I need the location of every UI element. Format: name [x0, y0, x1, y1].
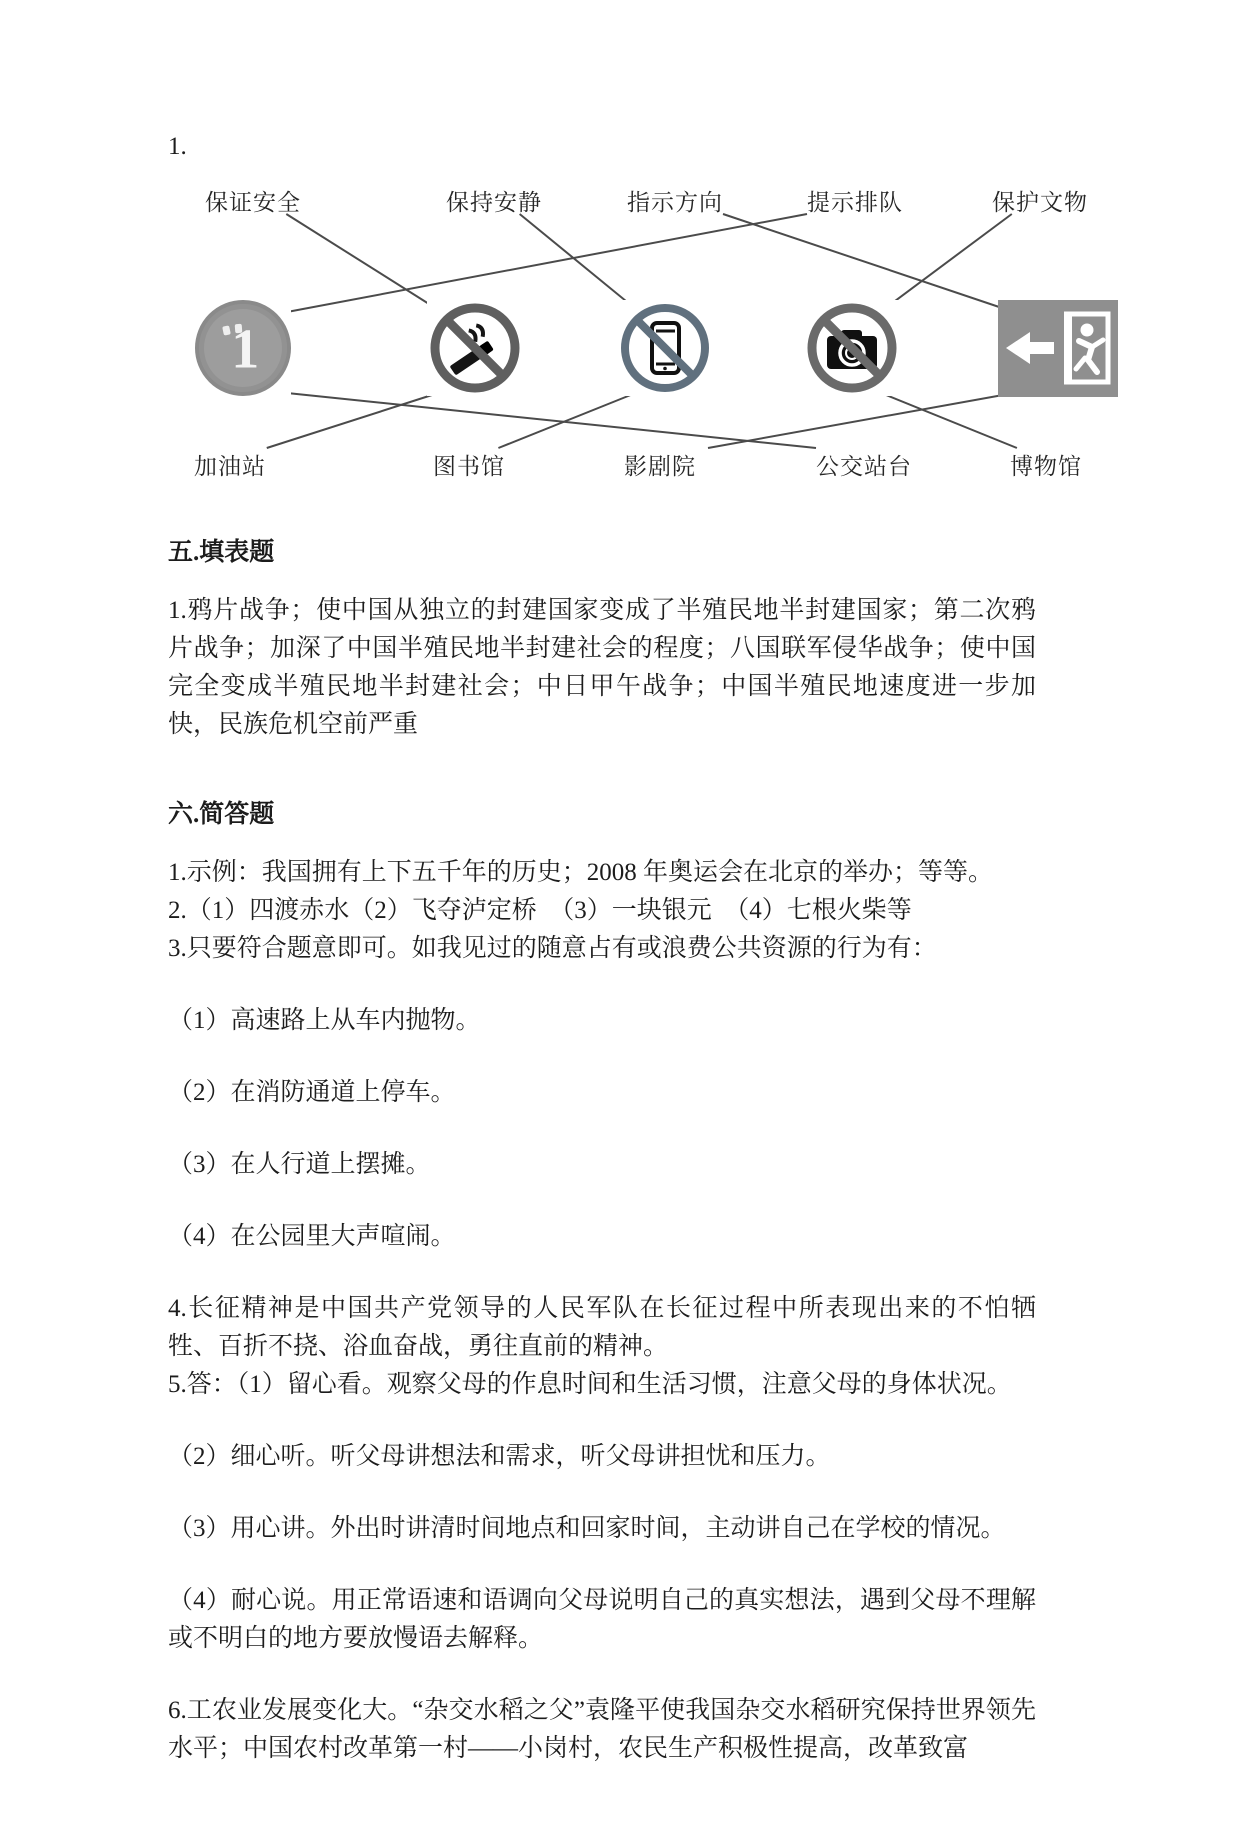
short-answer-3-item-1: （1）高速路上从车内抛物。: [168, 1007, 481, 1034]
no-smoking-glyph: [427, 300, 523, 396]
bottom-label-museum: 博物馆: [1010, 454, 1082, 479]
bottom-label-bus-platform: 公交站台: [816, 454, 912, 479]
fill-table-answer: 1.鸦片战争；使中国从独立的封建国家变成了半殖民地半封建国家；第二次鸦片战争；加深了中国半殖民地半封建社会的程度；八国联军侵华战争；使中国完全变成半殖民地半封建社会；中日甲午战争；中国半殖民地速度进一步加快，民族危机空前严重: [168, 597, 1036, 738]
bottom-label-library: 图书馆: [433, 454, 505, 479]
no-smoking-sign-icon: [427, 300, 523, 396]
short-answer-5-item-3: （3）用心讲。外出时讲清时间地点和回家时间，主动讲自己在学校的情况。: [168, 1515, 1006, 1542]
short-answer-5: 5.答：（1）留心看。观察父母的作息时间和生活习惯，注意父母的身体状况。: [168, 1371, 1012, 1398]
question-number: 1.: [168, 133, 187, 160]
exit-sign-glyph: [998, 300, 1118, 397]
top-label-ensure-safety: 保证安全: [205, 190, 301, 215]
short-answer-6: 6.工农业发展变化大。“杂交水稻之父”袁隆平使我国杂交水稻研究保持世界领先水平；中国农村改革第一村——小岗村，农民生产积极性提高，改革致富: [168, 1697, 1036, 1762]
bottom-label-gas-station: 加油站: [194, 454, 266, 479]
section-five-heading: 五.填表题: [168, 539, 275, 566]
top-label-keep-quiet: 保持安静: [446, 190, 542, 215]
short-answer-3: 3.只要符合题意即可。如我见过的随意占有或浪费公共资源的行为有：: [168, 935, 937, 962]
info-circle: [195, 300, 291, 396]
short-answer-3-item-2: （2）在消防通道上停车。: [168, 1079, 456, 1106]
short-answer-5-item-2: （2）细心听。听父母讲想法和需求，听父母讲担忧和压力。: [168, 1443, 831, 1470]
info-number-glyph: 1: [231, 318, 260, 381]
no-mobile-phone-sign-icon: [617, 300, 713, 396]
short-answer-2: 2.（1）四渡赤水（2）飞夺泸定桥 （3）一块银元 （4）七根火柴等: [168, 897, 912, 924]
matching-diagram: [168, 182, 1128, 482]
no-phone-glyph: [617, 300, 713, 396]
short-answer-3-item-4: （4）在公园里大声喧闹。: [168, 1223, 456, 1250]
queue-number-1-sign-icon: [195, 300, 291, 396]
no-camera-glyph: [804, 300, 900, 396]
short-answer-3-item-3: （3）在人行道上摆摊。: [168, 1151, 431, 1178]
bottom-label-theater: 影剧院: [624, 454, 696, 479]
emergency-exit-sign-icon: [998, 300, 1118, 397]
short-answer-4: 4.长征精神是中国共产党领导的人民军队在长征过程中所表现出来的不怕牺牲、百折不挠、浴血奋战，勇往直前的精神。: [168, 1295, 1036, 1360]
short-answer-5-item-4: （4）耐心说。用正常语速和语调向父母说明自己的真实想法，遇到父母不理解或不明白的地方要放慢语去解释。: [168, 1587, 1036, 1652]
no-photography-sign-icon: [804, 300, 900, 396]
section-six-heading: 六.简答题: [168, 801, 275, 828]
info-tick-mark: [222, 325, 231, 335]
top-label-show-direction: 指示方向: [627, 190, 723, 215]
short-answer-1: 1.示例：我国拥有上下五千年的历史；2008 年奥运会在北京的举办；等等。: [168, 859, 994, 886]
top-label-protect-relics: 保护文物: [992, 190, 1088, 215]
top-label-prompt-queueing: 提示排队: [807, 190, 903, 215]
